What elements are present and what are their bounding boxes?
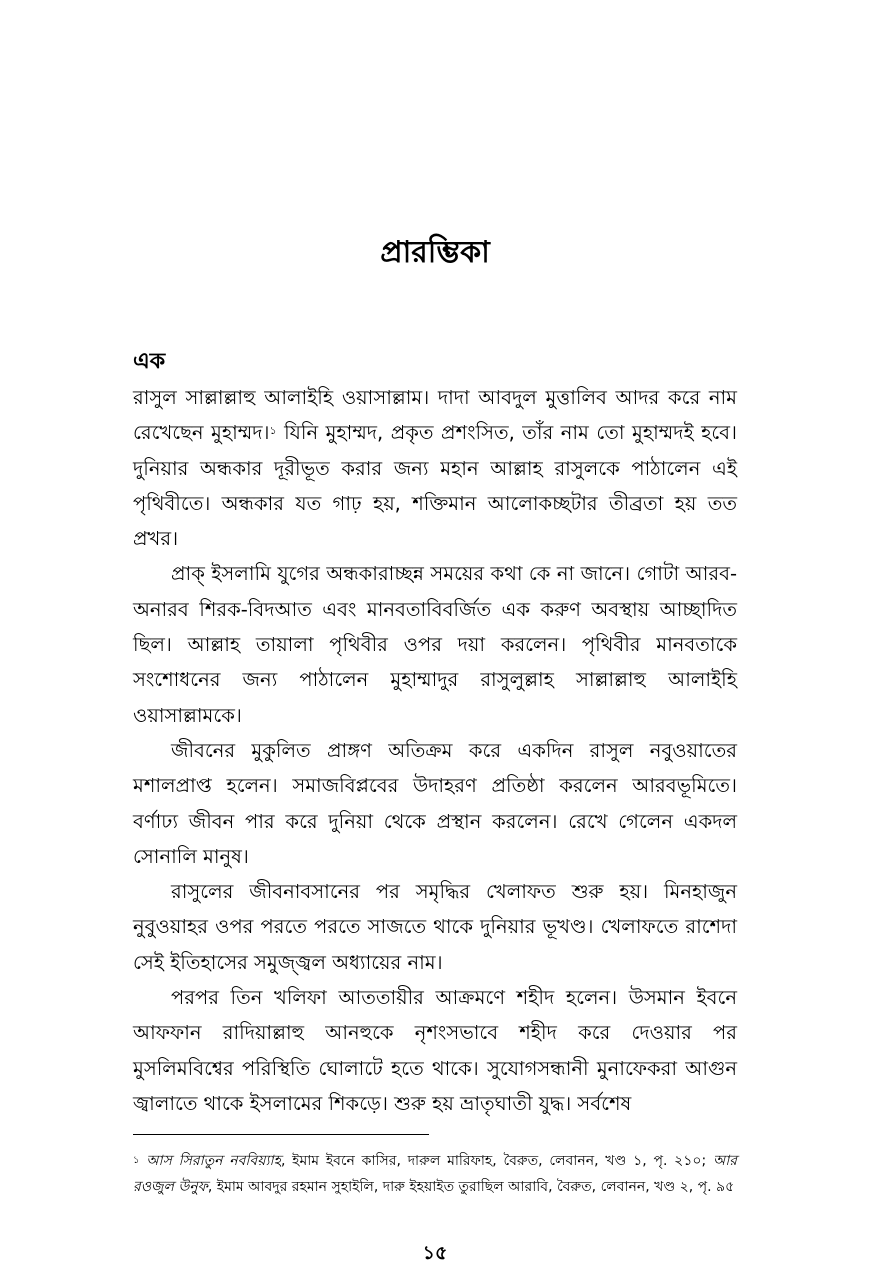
paragraph-5: পরপর তিন খলিফা আততায়ীর আক্রমণে শহীদ হলেন। উসমান ইবনে আফফান রাদিয়াল্লাহু আনহুকে নৃশংসভাবে শহীদ করে দেওয়ার পর মুসলিমবিশ্বের পরিস্থিতি ঘোলাটে হতে থাকে। সুযোগসন্ধানী মুনাফেকরা আগুন জ্বালাতে থাকে ইসলামের শিকড়ে। শুরু হয় ভ্রাতৃঘাতী যুদ্ধ। সর্বশেষ [133,986,737,1115]
page-number: ১৫ [422,1242,448,1264]
paragraph-1 [133,380,737,556]
footnote-book-title-2: আর রওজুল উনুফ [133,1153,737,1195]
paragraph-2: প্রাক্ ইসলামি যুগের অন্ধকারাচ্ছন্ন সময়ের কথা কে না জানে। গোটা আরব-অনারব শিরক-বিদআত এবং মানবতাবিবর্জিত এক করুণ অবস্থায় আচ্ছাদিত ছিল। আল্লাহ তায়ালা পৃথিবীর ওপর দয়া করলেন। পৃথিবীর মানবতাকে সংশোধনের জন্য পাঠালেন মুহাম্মাদুর রাসুলুল্লাহ সাল্লাল্লাহু আলাইহি ওয়াসাল্লামকে। [133,562,737,727]
footnote-citation-2: , ইমাম আবদুর রহমান সুহাইলি, দারু ইহয়াইত তুরাছিল আরাবি, বৈরুত, লেবানন, খণ্ড ২, পৃ. ৯৫ [207,1179,735,1195]
section-heading: এক [133,349,166,374]
paragraph-1-text-a: রাসুল সাল্লাল্লাহু আলাইহি ওয়াসাল্লাম। দাদা আবদুল মুত্তালিব আদর করে নাম রেখেছেন মুহাম্মদ। [133,386,737,445]
footnote-divider [133,1134,429,1135]
footnote [133,1148,737,1200]
footnote-marker: ১ [133,1155,140,1166]
paragraph-3: জীবনের মুকুলিত প্রাঙ্গণ অতিক্রম করে একদিন রাসুল নবুওয়াতের মশালপ্রাপ্ত হলেন। সমাজবিপ্লবের উদাহরণ প্রতিষ্ঠা করলেন আরবভূমিতে। বর্ণাঢ্য জীবন পার করে দুনিয়া থেকে প্রস্থান করলেন। রেখে গেলেন একদল সোনালি মানুষ। [133,738,737,868]
paragraph-4: রাসুলের জীবনাবসানের পর সমৃদ্ধির খেলাফত শুরু হয়। মিনহাজুন নুবুওয়াহর ওপর পরতে পরতে সাজতে থাকে দুনিয়ার ভূখণ্ড। খেলাফতে রাশেদা সেই ইতিহাসের সমুজ্জ্বল অধ্যায়ের নাম। [133,880,737,974]
footnote-reference[interactable]: ১ [269,424,277,438]
footnote-book-title-1: আস সিরাতুন নববিয়্যাহ [146,1153,281,1169]
paragraph-1-text-b: যিনি মুহাম্মদ, প্রকৃত প্রশংসিত, তাঁর নাম তো মুহাম্মদই হবে। দুনিয়ার অন্ধকার দূরীভূত করার জন্য মহান আল্লাহ রাসুলকে পাঠালেন এই পৃথিবীতে। অন্ধকার যত গাঢ় হয়, শক্তিমান আলোকচ্ছটার তীব্রতা হয় তত প্রখর। [133,421,737,551]
chapter-title: প্রারম্ভিকা [380,235,490,270]
footnote-citation-1: , ইমাম ইবনে কাসির, দারুল মারিফাহ, বৈরুত, লেবানন, খণ্ড ১, পৃ. ২১০; [280,1153,713,1169]
body-text [133,380,737,1121]
